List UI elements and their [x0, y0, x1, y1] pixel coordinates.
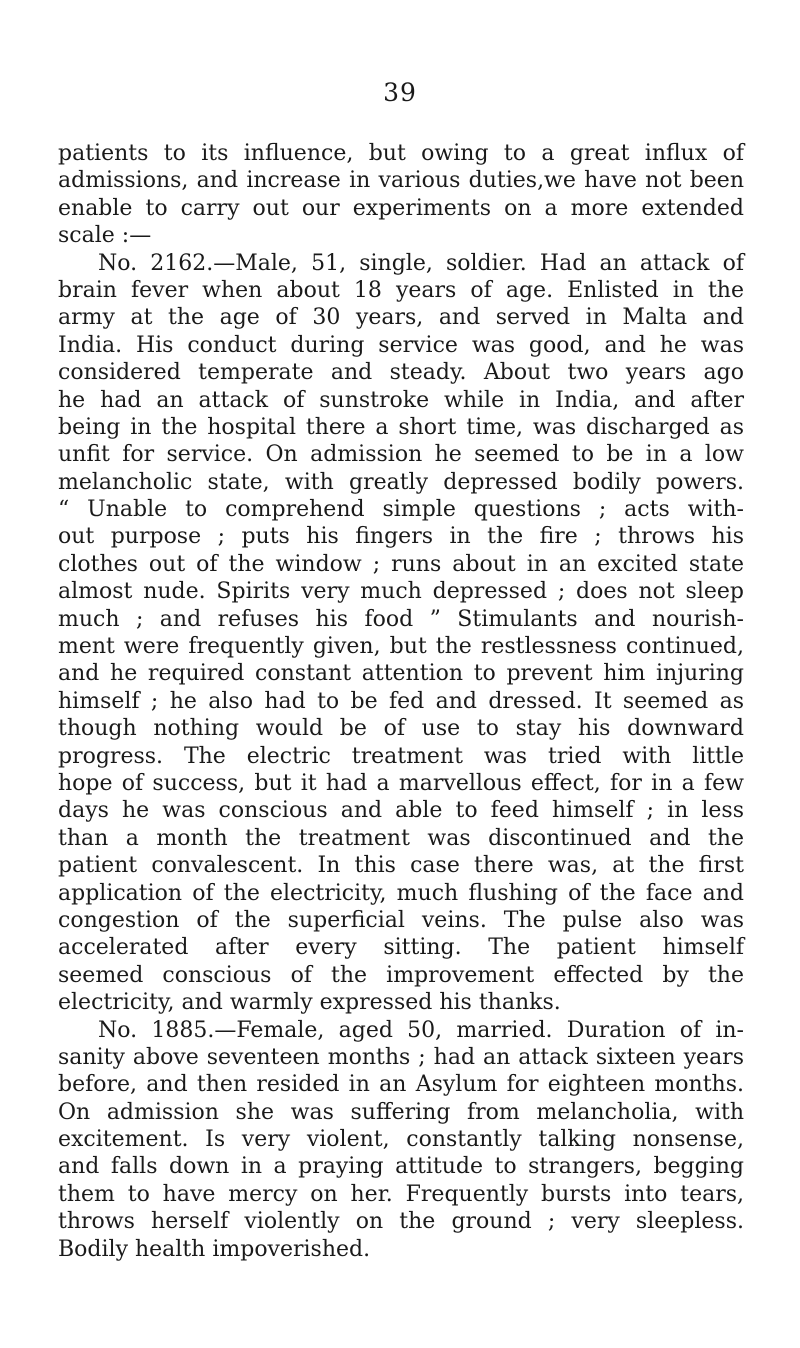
text-line: accelerated after every sitting. The patient himself	[58, 935, 744, 961]
text-line: admissions, and increase in various duties,we have not been	[58, 168, 744, 194]
text-line: them to have mercy on her. Frequently bursts into tears,	[58, 1181, 744, 1207]
text-line: himself ; he also had to be fed and dressed. It seemed as	[58, 688, 744, 714]
page-number: 39	[383, 78, 417, 107]
text-line: On admission she was suffering from melancholia, with	[58, 1099, 744, 1125]
text-line: No. 1885.—Female, aged 50, married. Duration of in-	[98, 1017, 744, 1043]
text-line: than a month the treatment was discontinued and the	[58, 825, 744, 851]
text-line: brain fever when about 18 years of age. Enlisted in the	[58, 277, 744, 303]
text-line: unfit for service. On admission he seemed to be in a low	[58, 442, 744, 468]
text-line: out purpose ; puts his fingers in the fire ; throws his	[58, 524, 744, 550]
text-line: enable to carry out our experiments on a more extended	[58, 195, 744, 221]
text-line: and he required constant attention to prevent him injuring	[58, 661, 744, 687]
text-line: he had an attack of sunstroke while in India, and after	[58, 387, 744, 413]
text-line: ment were frequently given, but the restlessness continued,	[58, 634, 744, 660]
text-line: and falls down in a praying attitude to strangers, begging	[58, 1154, 744, 1180]
text-line: “ Unable to comprehend simple questions ; acts with-	[58, 497, 744, 523]
text-line: though nothing would be of use to stay his downward	[58, 716, 744, 742]
text-line: clothes out of the window ; runs about in an excited state	[58, 551, 744, 577]
text-line: before, and then resided in an Asylum for eighteen months.	[58, 1072, 744, 1098]
text-line: being in the hospital there a short time, was discharged as	[58, 414, 744, 440]
text-line: melancholic state, with greatly depressed bodily powers.	[58, 469, 744, 495]
text-line: almost nude. Spirits very much depressed ; does not sleep	[58, 579, 744, 605]
text-line: much ; and refuses his food ” Stimulants and nourish-	[58, 606, 744, 632]
text-line: No. 2162.—Male, 51, single, soldier. Had an attack of	[98, 250, 744, 276]
text-line: seemed conscious of the improvement effected by the	[58, 962, 744, 988]
text-line: patients to its influence, but owing to a great influx of	[58, 141, 744, 166]
text-line: patient convalescent. In this case there was, at the first	[58, 853, 744, 879]
text-line: considered temperate and steady. About two years ago	[58, 360, 744, 386]
text-line: scale :—	[58, 223, 152, 249]
text-line: congestion of the superficial veins. The pulse also was	[58, 907, 744, 933]
text-line: Bodily health impoverished.	[58, 1236, 371, 1262]
text-line: progress. The electric treatment was tried with little	[58, 743, 744, 769]
text-line: sanity above seventeen months ; had an attack sixteen years	[58, 1044, 744, 1070]
text-line: army at the age of 30 years, and served in Malta and	[58, 305, 744, 331]
text-line: days he was conscious and able to feed himself ; in less	[58, 798, 744, 824]
text-line: hope of success, but it had a marvellous effect, for in a few	[58, 770, 744, 796]
text-line: throws herself violently on the ground ; very sleepless.	[58, 1209, 744, 1235]
text-line: excitement. Is very violent, constantly talking nonsense,	[58, 1127, 744, 1153]
text-line: electricity, and warmly expressed his thanks.	[58, 990, 561, 1016]
body-text	[58, 140, 744, 1263]
text-line: India. His conduct during service was good, and he was	[58, 332, 744, 358]
text-line: application of the electricity, much flushing of the face and	[58, 880, 744, 906]
